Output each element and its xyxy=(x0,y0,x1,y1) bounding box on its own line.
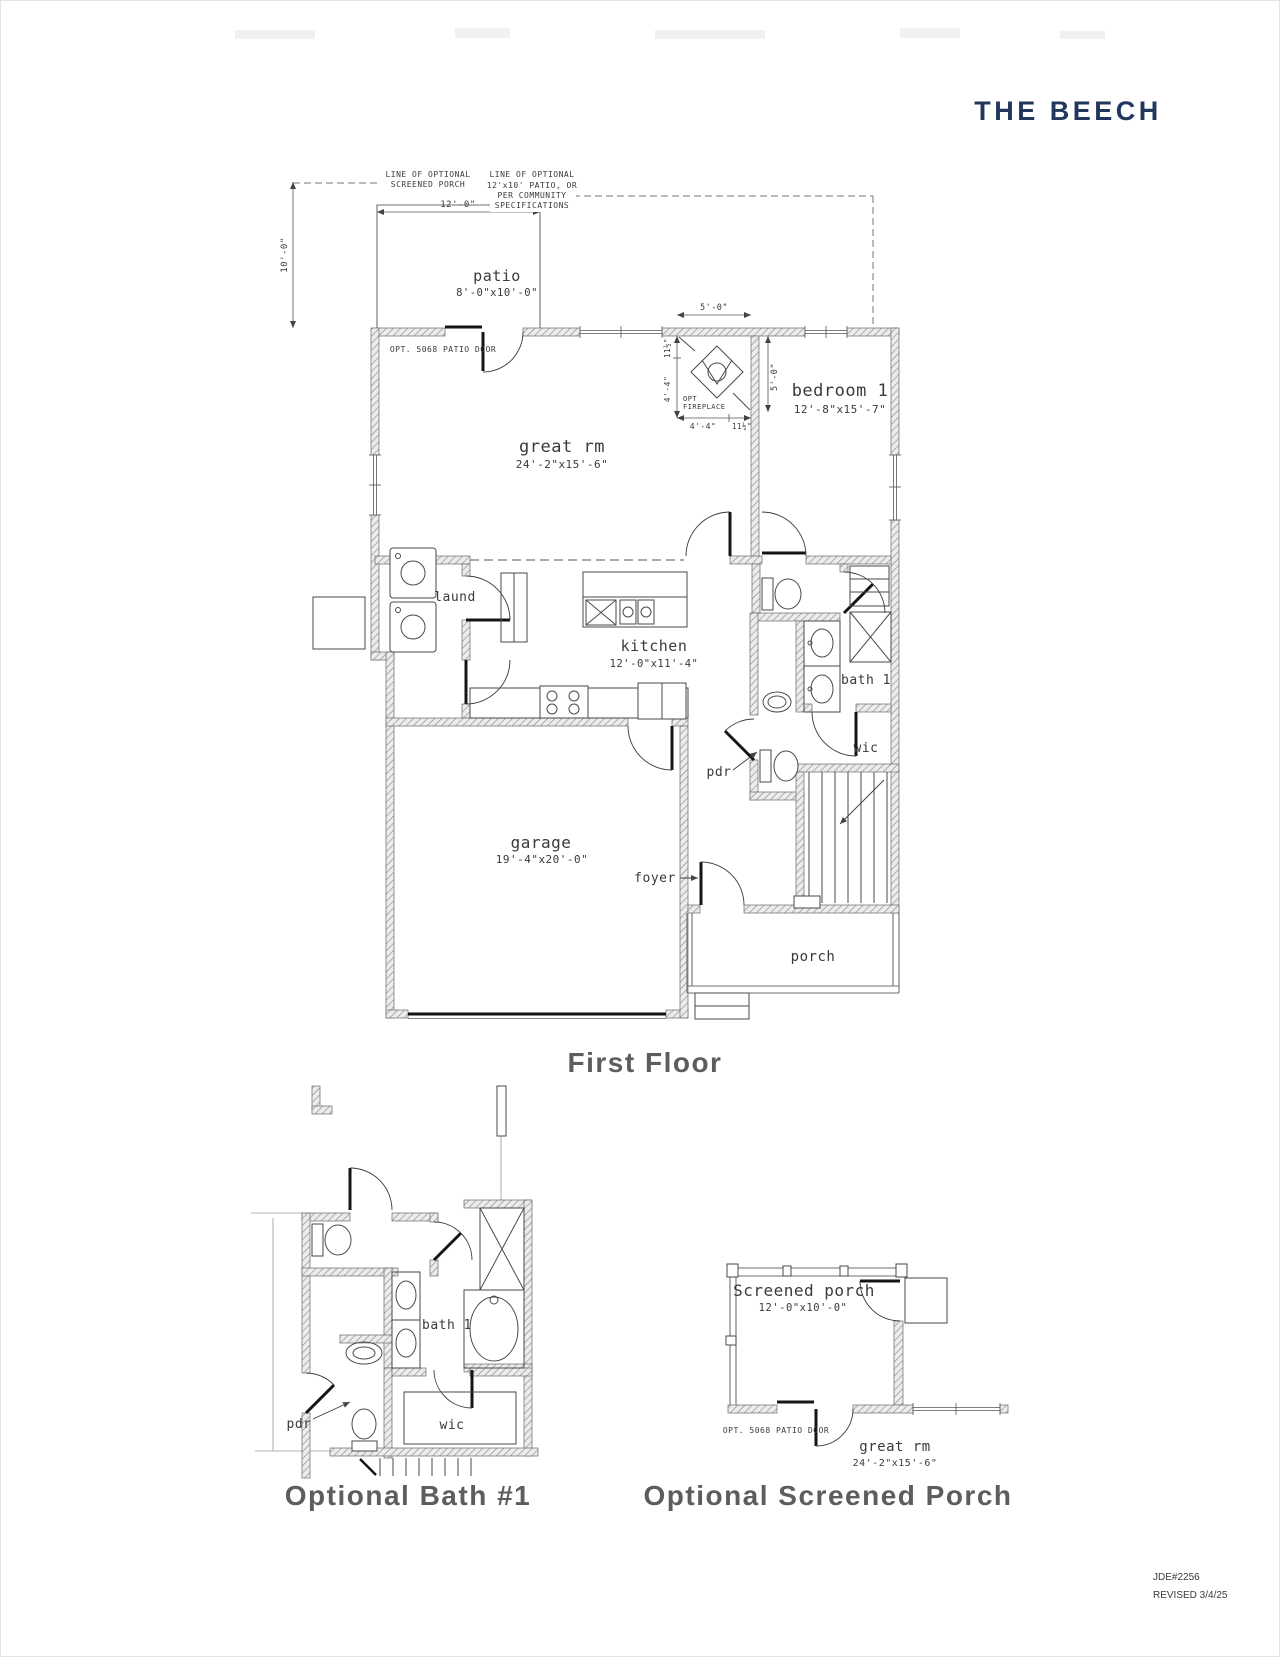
vanity xyxy=(392,1272,420,1368)
bedroom-top-window xyxy=(805,326,847,338)
note-patio-door: OPT. 5068 PATIO DOOR xyxy=(722,1426,830,1435)
kitchen-island xyxy=(583,572,687,627)
revision-date: REVISED 3/4/25 xyxy=(1153,1590,1228,1601)
great-room-left-window xyxy=(369,455,381,515)
label-great-rm-dims: 24'-2"x15'-6" xyxy=(852,1458,938,1469)
entry-door xyxy=(350,1168,392,1210)
label-bedroom1-dims: 12'-8"x15'-7" xyxy=(793,403,887,416)
label-pdr: pdr xyxy=(706,765,732,780)
label-great-rm: great rm xyxy=(859,1439,931,1455)
bedroom-right-window xyxy=(889,455,901,520)
job-number: JDE#2256 xyxy=(1153,1572,1200,1583)
label-screened-porch: Screened porch xyxy=(733,1281,875,1300)
caption-first-floor: First Floor xyxy=(567,1047,723,1078)
label-wic: wic xyxy=(853,741,879,756)
label-kitchen: kitchen xyxy=(620,637,688,655)
shower xyxy=(850,612,891,662)
label-foyer: foyer xyxy=(634,871,676,886)
dim-fp-bottom-left: 4'-4" xyxy=(689,422,717,431)
patio-notes xyxy=(280,166,577,273)
label-patio-dims: 8'-0"x10'-0" xyxy=(456,287,538,299)
caption-optional-bath: Optional Bath #1 xyxy=(284,1480,532,1511)
label-pdr: pdr xyxy=(286,1417,312,1432)
note-opt-patio-2: 12'x10' PATIO, OR xyxy=(486,181,578,190)
garden-tub xyxy=(464,1290,524,1368)
label-garage-dims: 19'-4"x20'-0" xyxy=(495,853,589,866)
shower xyxy=(480,1208,524,1290)
label-bath1: bath 1 xyxy=(422,1318,472,1333)
note-opt-patio: LINE OF OPTIONAL xyxy=(489,170,575,179)
wic-door xyxy=(812,712,856,756)
pantry-cabinet xyxy=(501,573,527,642)
washer-dryer xyxy=(390,548,436,652)
first-floor-plan xyxy=(280,166,901,1019)
garage-door xyxy=(408,1014,666,1019)
dim-fp-left-upper: 11½" xyxy=(663,337,672,359)
walls xyxy=(371,328,899,1018)
fireplace xyxy=(663,303,780,431)
pdr-sink xyxy=(763,692,791,712)
label-patio: patio xyxy=(473,267,521,285)
stairs xyxy=(794,772,887,908)
label-great-rm: great rm xyxy=(519,437,605,457)
label-porch: porch xyxy=(790,949,836,965)
optional-bath-plan xyxy=(251,1086,538,1478)
pdr-sink xyxy=(346,1342,382,1364)
patio-extent-lines xyxy=(293,182,873,328)
great-rm-window xyxy=(913,1403,1000,1415)
caption-optional-porch: Optional Screened Porch xyxy=(643,1480,1013,1511)
label-bath1: bath 1 xyxy=(841,673,891,688)
note-opt-fireplace: OPT xyxy=(683,395,698,403)
side-bump xyxy=(313,597,365,649)
dim-fp-bottom-right: 11½" xyxy=(731,422,753,431)
label-wic: wic xyxy=(439,1418,465,1433)
label-laund: laund xyxy=(434,590,476,605)
label-great-rm-dims: 24'-2"x15'-6" xyxy=(515,458,609,471)
bath-vanity xyxy=(804,621,840,712)
landing xyxy=(905,1278,947,1323)
revision-block xyxy=(1153,1572,1228,1601)
page-decor xyxy=(1,1,1280,1657)
stairs xyxy=(360,1458,471,1476)
garage-entry-door xyxy=(628,726,672,770)
dim-porch-width: 12'-0" xyxy=(440,200,476,210)
pdr-door xyxy=(306,1373,334,1413)
label-bedroom1: bedroom 1 xyxy=(791,381,889,401)
kitchen-counter xyxy=(470,683,688,719)
wc-toilet xyxy=(312,1224,351,1256)
pdr-toilet xyxy=(352,1409,377,1451)
house-wall xyxy=(728,1403,1008,1415)
dim-fp-left-lower: 4'-4" xyxy=(663,375,672,403)
hall-door xyxy=(686,512,730,556)
wic-door xyxy=(434,1370,472,1408)
great-room-top-window xyxy=(580,326,662,338)
dim-porch-depth: 10'-0" xyxy=(280,237,290,273)
note-opt-screened-porch: LINE OF OPTIONAL xyxy=(385,170,471,179)
optional-porch-plan xyxy=(723,1264,1008,1469)
bedroom-door xyxy=(762,512,806,556)
page-title: THE BEECH xyxy=(974,96,1162,126)
note-opt-screened-porch-2: SCREENED PORCH xyxy=(390,180,466,189)
label-garage: garage xyxy=(510,833,572,852)
note-opt-patio-3: PER COMMUNITY xyxy=(497,191,567,200)
windows xyxy=(369,326,901,520)
note-patio-door: OPT. 5068 PATIO DOOR xyxy=(389,345,497,354)
pdr-leader xyxy=(313,1402,350,1419)
doors xyxy=(408,327,885,1019)
label-kitchen-dims: 12'-0"x11'-4" xyxy=(609,658,699,670)
front-door xyxy=(701,862,744,905)
wc-door xyxy=(434,1222,472,1260)
pdr-door xyxy=(725,719,754,760)
dim-fp-right: 5'-0" xyxy=(770,362,780,392)
note-opt-patio-4: SPECIFICATIONS xyxy=(494,201,570,210)
tall-window xyxy=(497,1086,506,1136)
patio-door xyxy=(777,1402,853,1446)
wc-toilet xyxy=(762,578,801,610)
dim-fp-top: 5'-0" xyxy=(699,303,729,313)
label-screened-porch-dims: 12'-0"x10'-0" xyxy=(758,1302,848,1314)
pdr-toilet xyxy=(760,750,798,782)
mud-closet-door xyxy=(466,660,510,704)
porch-outline xyxy=(687,913,899,1019)
note-opt-fireplace-2: FIREPLACE xyxy=(683,403,726,411)
